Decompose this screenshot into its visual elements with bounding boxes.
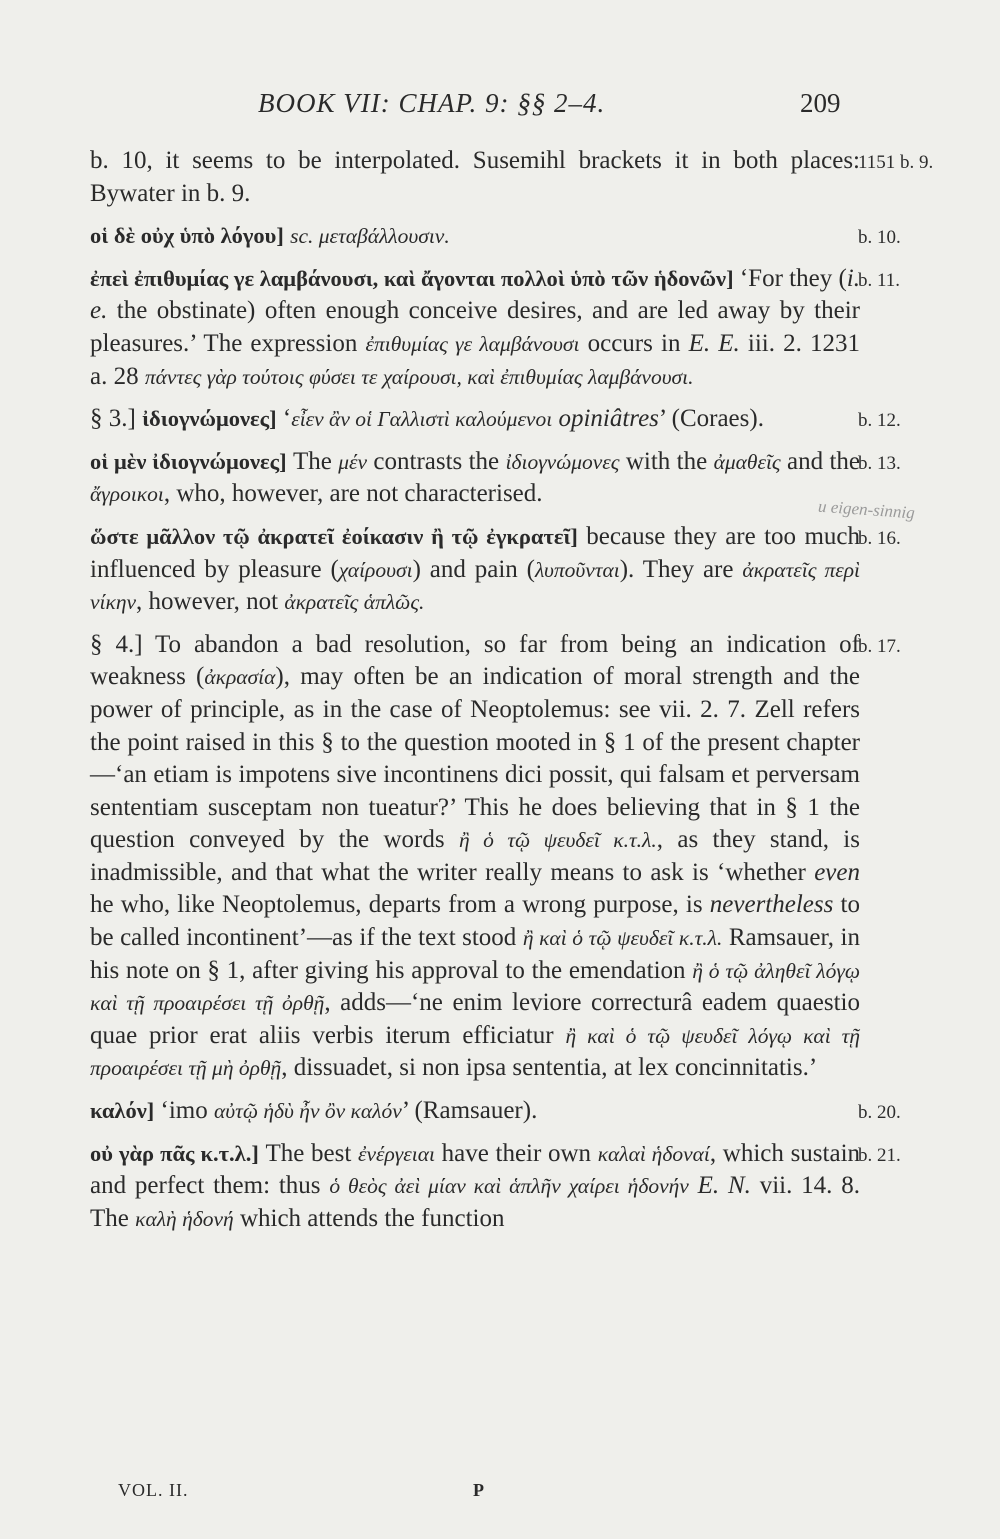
body-text-run: to be called incontinent’—as if the text stood <box>90 891 860 952</box>
greek-text: ἢ καὶ ὁ τῷ ψευδεῖ λόγῳ καὶ τῇ προαιρέσει τῇ μὴ ὀρθῇ <box>90 1023 861 1081</box>
body-text-run: § 3.] <box>90 405 143 433</box>
commentary-entry <box>90 446 901 511</box>
greek-text: χαίρουσι <box>338 557 413 582</box>
greek-text: ἐπιθυμίας γε λαμβάνουσι <box>365 331 580 356</box>
body-text-run: ’ (Coraes). <box>658 405 764 433</box>
body-text-run: ‘imo <box>154 1097 214 1125</box>
greek-text: ἢ καὶ ὁ τῷ ψευδεῖ κ.τ.λ. <box>522 926 723 951</box>
commentary-entry <box>90 220 901 253</box>
commentary-entry <box>90 263 901 393</box>
body-text-run: , dissuadet, si non ipsa sententia, at lex concinnitatis.’ <box>281 1054 818 1082</box>
greek-text: ἀκρατεῖς ἁπλῶς. <box>284 590 425 615</box>
greek-text: ἢ ὁ τῷ ἀληθεῖ λόγῳ καὶ τῇ προαιρέσει τῇ ὀρθῇ <box>90 958 860 1016</box>
body-text-run: ), may often be an indication of moral strength and the power of principle, as in the case of Neoptolemus: see vii. 2. 7. Zell refers the point raised in this § to the question mooted in § 1 of the present chapter—‘an etiam is impotens sive incontinens dici possit, qui falsam et perversam sententiam susceptam non tueatur?’ This he does believing that in § 1 the question conveyed by the words <box>90 663 860 854</box>
greek-text: ἰδιογνώμονες <box>505 449 620 474</box>
body-text-run: have their own <box>434 1139 598 1167</box>
greek-text: ἀκρατεῖς περὶ νίκην <box>90 557 860 615</box>
italic-text: even <box>814 858 860 886</box>
lemma-text: οὐ γὰρ πᾶς κ.τ.λ.] <box>90 1140 259 1166</box>
body-text-run: , who, however, are not characterised. <box>163 480 543 508</box>
greek-text: εἶεν ἂν οἱ Γαλλιστὶ καλούμενοι <box>291 407 553 432</box>
body-text-run: , adds—‘ne enim leviore correcturâ eadem quaestio quae prior erat aliis verbis iterum efficiatur <box>90 989 860 1049</box>
lemma-text: ὥστε μᾶλλον τῷ ἀκρατεῖ ἐοίκασιν ἢ τῷ ἐγκρατεῖ] <box>90 523 578 549</box>
lemma-text: οἱ μὲν ἰδιογνώμονες] <box>90 448 287 474</box>
body-text-run: iii. 2. 1231 a. 28 <box>90 329 861 390</box>
body-text-run: the obstinate) often enough conceive desires, and are led away by their pleasures.’ The expression <box>90 297 860 357</box>
italic-text: i. e. <box>90 264 860 325</box>
line-reference: b. 16. <box>858 527 901 549</box>
commentary-entry <box>90 521 901 619</box>
italic-text: E. N. <box>697 1172 751 1200</box>
body-text-run: ‘For they ( <box>733 264 847 292</box>
page-header <box>0 88 1000 128</box>
line-reference: b. 21. <box>858 1144 901 1166</box>
commentary-entry <box>90 629 901 1085</box>
greek-text: ἀκρασία <box>204 665 276 690</box>
line-reference: b. 20. <box>858 1102 901 1124</box>
greek-text: πάντες γὰρ τούτοις φύσει τε χαίρουσι, καὶ ἐπιθυμίας λαμβάνουσι. <box>144 364 694 389</box>
running-head: BOOK VII: CHAP. 9: §§ 2–4. <box>258 88 606 118</box>
body-text-run: § 4.] To abandon a bad resolution, so far from being an indication of weakness ( <box>90 630 860 691</box>
italic-text: E. E. <box>688 329 740 357</box>
body-text-run: The <box>286 447 339 475</box>
line-reference: b. 12. <box>858 410 901 432</box>
body-text-run: and the <box>780 447 860 475</box>
italic-text: nevertheless <box>709 891 834 919</box>
line-reference: 1151 b. 9. <box>858 152 934 173</box>
body-text-run: ) and pain ( <box>412 555 535 583</box>
lemma-text: οἱ δὲ οὐχ ὑπὸ λόγου] <box>90 223 284 249</box>
lemma-text: ἰδιογνώμονες] <box>142 406 277 432</box>
body-text-run: b. 10, it seems to be interpolated. Susemihl brackets it in both places: Bywater in b. 9. <box>90 147 860 207</box>
body-text-run: vii. 14. 8. The <box>90 1172 860 1232</box>
body-text-run: occurs in <box>579 329 689 357</box>
body-text-run: , which sustain and perfect them: thus <box>90 1139 861 1200</box>
greek-text: λυποῦνται <box>535 557 620 582</box>
line-reference: b. 11. <box>858 269 901 291</box>
lemma-text: καλόν] <box>90 1098 155 1124</box>
body-text-run: ). They are <box>619 555 743 583</box>
body-text-run: ‘ <box>276 405 292 433</box>
commentary-entry <box>90 403 901 436</box>
body-text-run: he who, like Neoptolemus, departs from a wrong purpose, is <box>90 891 710 919</box>
page-number: 209 <box>800 88 841 118</box>
body-text-run: The best <box>258 1139 358 1167</box>
greek-text: αὐτῷ ἡδὺ ἦν ὂν καλόν <box>213 1099 402 1124</box>
lemma-text: ἐπεὶ ἐπιθυμίας γε λαμβάνουσι, καὶ ἄγονται πολλοὶ ὑπὸ τῶν ἡδονῶν] <box>90 265 734 291</box>
commentary-entry <box>90 1095 901 1128</box>
greek-text: ἀμαθεῖς <box>713 449 781 474</box>
greek-text: ἐνέργειαι <box>357 1141 435 1166</box>
body-text-run: , however, not <box>136 588 285 616</box>
volume-mark: VOL. II. <box>118 1480 189 1500</box>
greek-text: sc. μεταβάλλουσιν. <box>290 224 450 249</box>
line-reference: b. 17. <box>858 635 901 657</box>
line-reference: b. 10. <box>858 227 901 249</box>
italic-text: opiniâtres <box>558 405 659 433</box>
signature-mark: P <box>473 1480 484 1500</box>
greek-text: ἢ ὁ τῷ ψευδεῖ κ.τ.λ. <box>458 828 657 853</box>
body-text-run: because they are too much influenced by pleasure ( <box>90 522 860 583</box>
body-text-run: which attends the function <box>233 1204 505 1232</box>
greek-text: ἄγροικοι <box>90 482 164 507</box>
handwritten-margin-note: u eigen-sinnig <box>817 496 916 523</box>
body-text-run: with the <box>619 447 714 475</box>
page-footer <box>0 1480 1000 1510</box>
greek-text: καλαὶ ἡδοναί <box>597 1141 710 1166</box>
greek-text: ὁ θεὸς ἀεὶ μίαν καὶ ἁπλῆν χαίρει ἡδονήν <box>329 1174 689 1199</box>
body-text-run: contrasts the <box>367 447 506 475</box>
commentary-entry <box>90 145 934 210</box>
body-text-run: , as they stand, is inadmissible, and that what the writer really means to ask is ‘whether <box>90 826 860 886</box>
body-text-run: Ramsauer, in his note on § 1, after giving his approval to the emendation <box>90 924 860 984</box>
line-reference: b. 13. <box>858 452 901 474</box>
commentary-entry <box>90 1138 901 1236</box>
body-text-run: ’ (Ramsauer). <box>401 1097 538 1125</box>
greek-text: μέν <box>338 449 368 474</box>
greek-text: καλὴ ἡδονή <box>135 1206 234 1231</box>
body-text-run <box>689 1172 698 1199</box>
